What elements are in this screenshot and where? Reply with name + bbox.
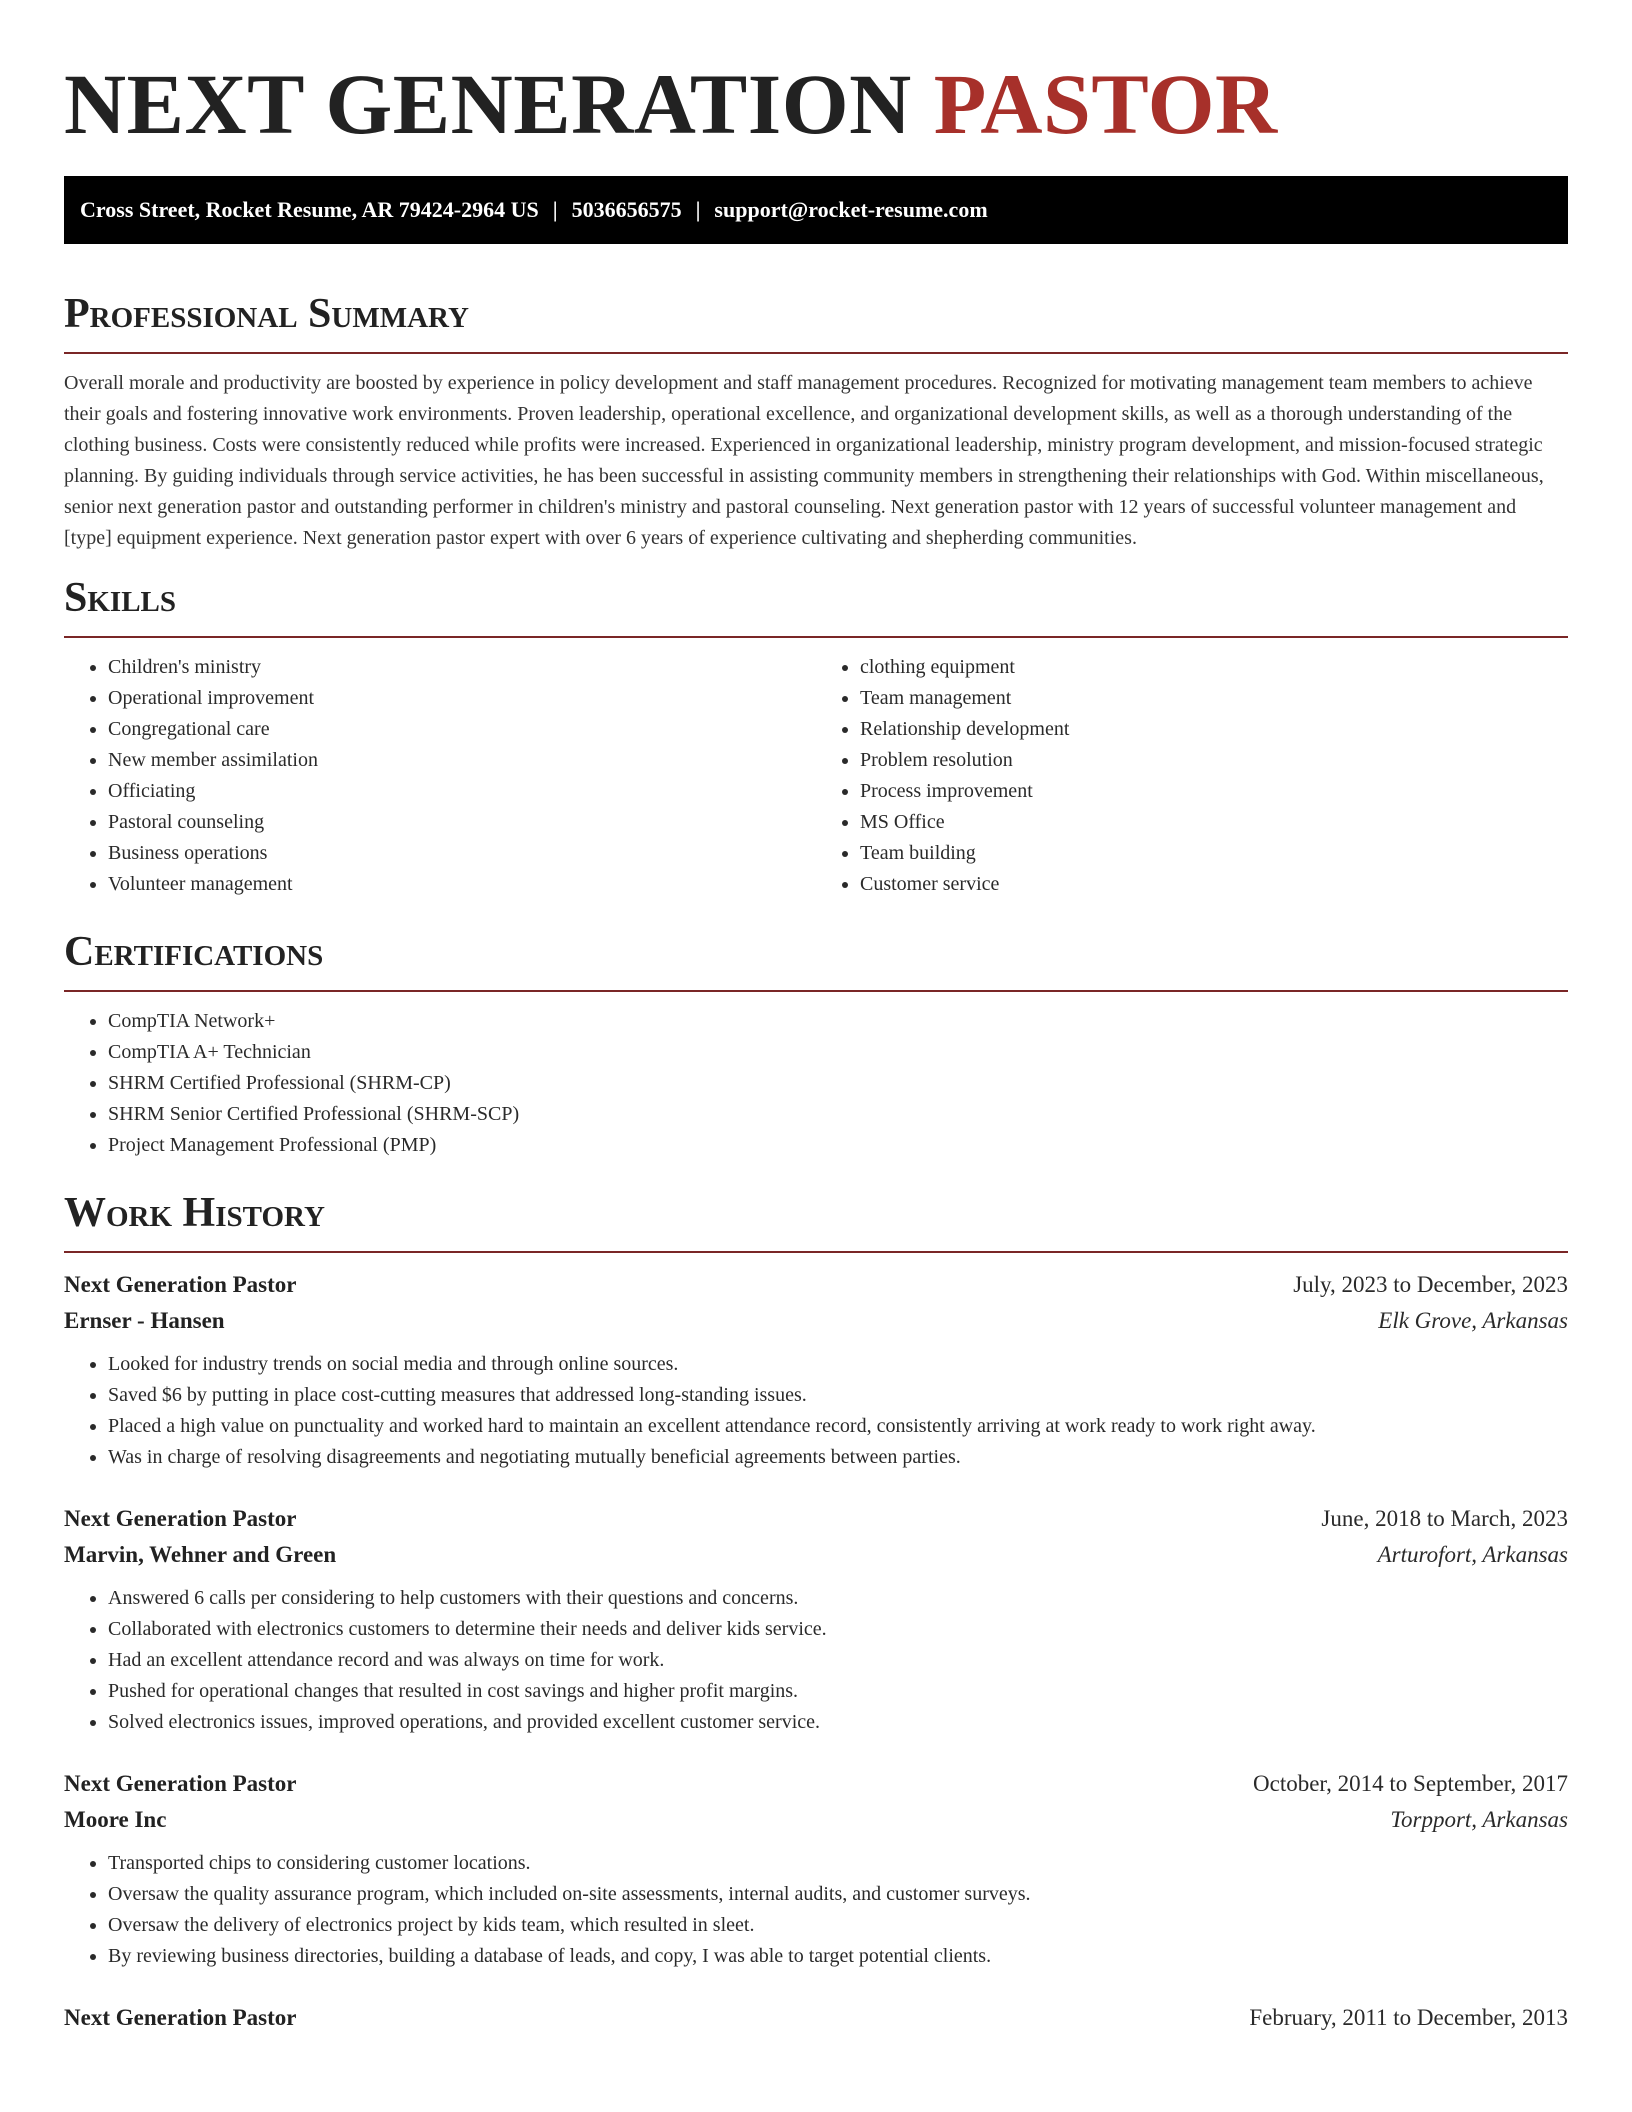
job-company: Moore Inc <box>64 1807 167 1832</box>
skill-item: • Congregational care <box>108 714 816 745</box>
job-bullet: • Looked for industry trends on social media and through online sources. <box>108 1349 1568 1380</box>
job-entry <box>64 2000 1568 2036</box>
job-title: Next Generation Pastor <box>64 1272 297 1297</box>
job-bullet: • Oversaw the quality assurance program, which included on-site assessments, internal audits, and customer surveys. <box>108 1879 1568 1910</box>
skills-columns <box>64 652 1568 900</box>
job-title: Next Generation Pastor <box>64 1506 297 1531</box>
contact-email: support@rocket-resume.com <box>714 197 988 222</box>
certification-item: • CompTIA A+ Technician <box>108 1037 1568 1068</box>
name-accent: PASTOR <box>933 56 1278 152</box>
job-dates: October, 2014 to September, 2017 <box>1253 1771 1568 1796</box>
skill-item: • Business operations <box>108 838 816 869</box>
name-main: NEXT GENERATION <box>64 56 912 152</box>
skill-item: • Problem resolution <box>860 745 1568 776</box>
summary-heading: Professional Summary <box>64 291 469 337</box>
job-entry <box>64 1267 1568 1473</box>
job-bullet: • Collaborated with electronics customers to determine their needs and deliver kids service. <box>108 1614 1568 1645</box>
summary-divider <box>64 352 1568 354</box>
skill-item: • Team management <box>860 683 1568 714</box>
job-title: Next Generation Pastor <box>64 2005 297 2030</box>
skills-list-left <box>64 652 816 900</box>
job-bullet: • Oversaw the delivery of electronics project by kids team, which resulted in sleet. <box>108 1910 1568 1941</box>
skills-heading: Skills <box>64 575 177 621</box>
contact-phone: 5036656575 <box>571 197 682 222</box>
job-bullet: • By reviewing business directories, building a database of leads, and copy, I was able to target potential clients. <box>108 1941 1568 1972</box>
skill-item: • Team building <box>860 838 1568 869</box>
contact-address: Cross Street, Rocket Resume, AR 79424-2964 US <box>80 197 539 222</box>
skill-item: • Pastoral counseling <box>108 807 816 838</box>
contact-separator: | <box>552 197 558 222</box>
skill-item: • MS Office <box>860 807 1568 838</box>
resume-name <box>64 54 1568 154</box>
job-company: Marvin, Wehner and Green <box>64 1542 337 1567</box>
skill-item: • clothing equipment <box>860 652 1568 683</box>
certification-item: • SHRM Certified Professional (SHRM-CP) <box>108 1068 1568 1099</box>
job-bullets <box>64 1349 1568 1473</box>
work-history-heading: Work History <box>64 1190 325 1236</box>
job-bullet: • Transported chips to considering customer locations. <box>108 1848 1568 1879</box>
skill-item: • Customer service <box>860 869 1568 900</box>
certification-item: • SHRM Senior Certified Professional (SHRM-SCP) <box>108 1099 1568 1130</box>
skill-item: • New member assimilation <box>108 745 816 776</box>
job-dates: February, 2011 to December, 2013 <box>1249 2005 1568 2030</box>
job-entry <box>64 1766 1568 1972</box>
job-entry <box>64 1501 1568 1738</box>
summary-text: Overall morale and productivity are boosted by experience in policy development and staff management procedures. Recognized for motivating management team members to achieve their goals and fostering innovative work environments. Proven leadership, operational excellence, and organizational development skills, as well as a thorough understanding of the clothing business. Costs were consistently reduced while profits were increased. Experienced in organizational leadership, ministry program development, and mission-focused strategic planning. By guiding individuals through service activities, he has been successful in assisting community members in strengthening their relationships with God. Within miscellaneous, senior next generation pastor and outstanding performer in children's ministry and pastoral counseling. Next generation pastor with 12 years of successful volunteer management and [type] equipment experience. Next generation pastor expert with over 6 years of experience cultivating and shepherding communities. <box>64 372 1544 549</box>
contact-separator: | <box>695 197 701 222</box>
skills-divider <box>64 636 1568 638</box>
job-bullet: • Solved electronics issues, improved operations, and provided excellent customer service. <box>108 1707 1568 1738</box>
skill-item: • Officiating <box>108 776 816 807</box>
job-bullet: • Was in charge of resolving disagreements and negotiating mutually beneficial agreements between parties. <box>108 1442 1568 1473</box>
skill-item: • Operational improvement <box>108 683 816 714</box>
certifications-heading: Certifications <box>64 929 324 975</box>
job-bullets <box>64 1848 1568 1972</box>
job-location: Arturofort, Arkansas <box>1377 1542 1568 1567</box>
certification-item: • Project Management Professional (PMP) <box>108 1130 1568 1161</box>
work-history-divider <box>64 1251 1568 1253</box>
certifications-list <box>64 1006 1568 1161</box>
certifications-divider <box>64 990 1568 992</box>
job-bullet: • Answered 6 calls per considering to help customers with their questions and concerns. <box>108 1583 1568 1614</box>
job-dates: July, 2023 to December, 2023 <box>1293 1272 1568 1297</box>
job-location: Torpport, Arkansas <box>1390 1807 1568 1832</box>
certification-item: • CompTIA Network+ <box>108 1006 1568 1037</box>
skill-item: • Children's ministry <box>108 652 816 683</box>
job-company: Ernser - Hansen <box>64 1308 225 1333</box>
job-bullets <box>64 1583 1568 1738</box>
job-title: Next Generation Pastor <box>64 1771 297 1796</box>
skill-item: • Relationship development <box>860 714 1568 745</box>
job-dates: June, 2018 to March, 2023 <box>1321 1506 1568 1531</box>
job-bullet: • Had an excellent attendance record and was always on time for work. <box>108 1645 1568 1676</box>
contact-bar <box>64 176 1568 244</box>
skill-item: • Process improvement <box>860 776 1568 807</box>
job-location: Elk Grove, Arkansas <box>1378 1308 1568 1333</box>
skills-list-right <box>816 652 1568 900</box>
job-bullet: • Saved $6 by putting in place cost-cutting measures that addressed long-standing issues. <box>108 1380 1568 1411</box>
job-bullet: • Placed a high value on punctuality and worked hard to maintain an excellent attendance record, consistently arriving at work ready to work right away. <box>108 1411 1568 1442</box>
skill-item: • Volunteer management <box>108 869 816 900</box>
job-bullet: • Pushed for operational changes that resulted in cost savings and higher profit margins. <box>108 1676 1568 1707</box>
